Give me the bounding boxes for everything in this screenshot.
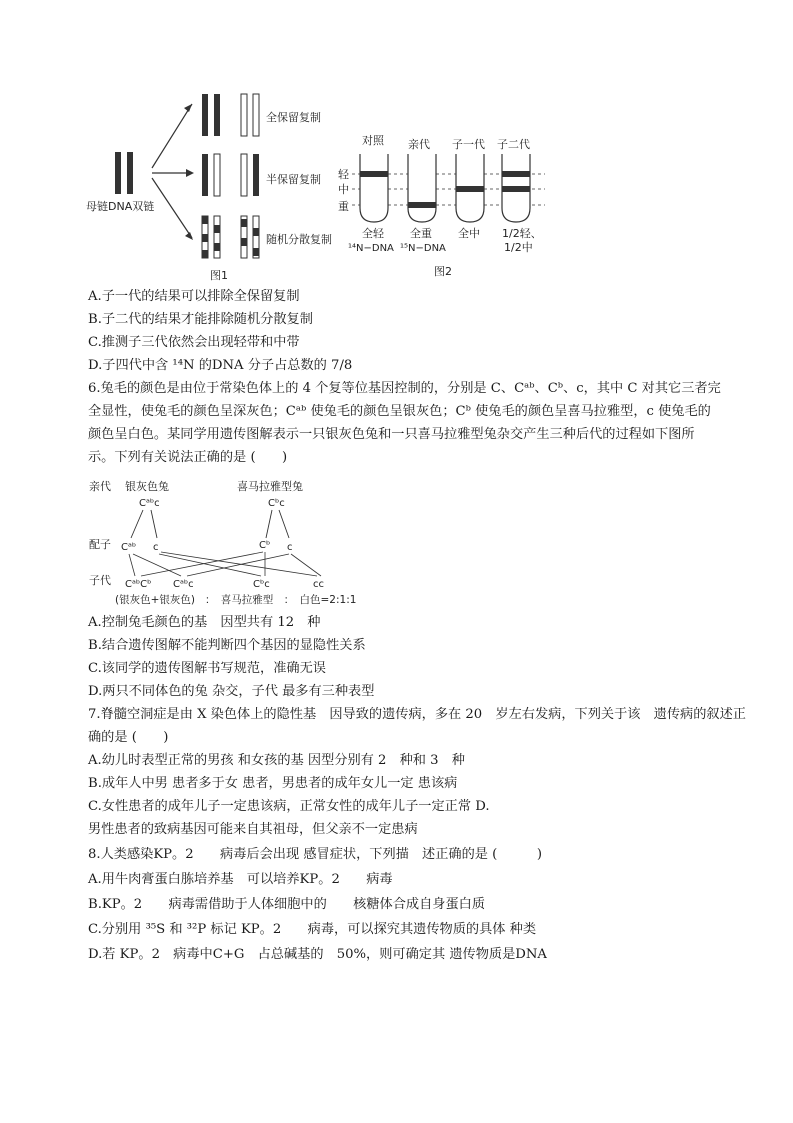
q7-stem-line2: 确的是 ( ) — [88, 730, 169, 745]
fig1-mode1-label: 全保留复制 — [266, 111, 321, 124]
parent1-genotype: Cᵃᵇc — [139, 498, 160, 509]
q5-option-c: C.推测子三代依然会出现轻带和中带 — [88, 335, 300, 350]
q5-option-d: D.子四代中含 ¹⁴N 的DNA 分子占总数的 7/8 — [88, 358, 353, 373]
fig1-mode3-label: 随机分散复制 — [266, 233, 332, 246]
q8-option-a: A.用牛肉膏蛋白胨培养基 可以培养KP。2 病毒 — [88, 872, 393, 887]
fig2-col-parent: 亲代 — [408, 138, 430, 151]
fig2-bottom-control: 全轻 — [362, 227, 384, 240]
figure-2-centrifuge-tubes — [330, 130, 550, 285]
fig2-band-heavy: 重 — [338, 200, 349, 213]
row-parent-label: 亲代 — [89, 480, 111, 493]
tube-parent — [408, 154, 436, 222]
parent-strand-left — [115, 152, 121, 194]
gamete-1: Cᵃᵇ — [121, 542, 137, 553]
fig2-bottom-f2: 1/2轻、 — [502, 227, 542, 240]
fig2-band-middle: 中 — [338, 183, 349, 196]
fig2-bottom2-control: ¹⁴N−DNA — [348, 243, 394, 254]
fig2-col-control: 对照 — [362, 134, 384, 147]
fig1-caption: 图1 — [210, 269, 228, 282]
parent2-genotype: Cᵇc — [268, 498, 285, 509]
figure-1-replication-modes — [80, 88, 350, 288]
child-4: cc — [313, 579, 324, 590]
child-1: CᵃᵇCᵇ — [125, 579, 152, 590]
q7-option-d: 男性患者的致病基因可能来自其祖母，但父亲不一定患病 — [88, 822, 418, 837]
semi-dark-2 — [253, 154, 259, 196]
q6-option-d: D.两只不同体色的兔 杂交，子代 最多有三种表型 — [88, 684, 375, 699]
q6-stem-line4: 示。下列有关说法正确的是 ( ) — [88, 450, 288, 465]
ratio-part-a: (银灰色+银灰色) — [115, 594, 195, 606]
q5-option-a: A.子一代的结果可以排除全保留复制 — [88, 289, 300, 304]
cons-light-2 — [253, 94, 259, 136]
child-3: Cᵇc — [253, 579, 270, 590]
q6-stem-line2: 全显性，使兔毛的颜色呈深灰色；Cᵃᵇ 使兔毛的颜色呈银灰色；Cᵇ 使兔毛的颜色呈喜马拉雅型，c 使兔毛的 — [88, 404, 711, 419]
q8-option-b: B.KP。2 病毒需借助于人体细胞中的 核糖体合成自身蛋白质 — [88, 897, 486, 912]
fig2-bottom2-parent: ¹⁵N−DNA — [400, 243, 446, 254]
semi-light-1 — [214, 154, 220, 196]
q6-stem-line3: 颜色呈白色。某同学用遗传图解表示一只银灰色兔和一只喜马拉雅型兔杂交产生三种后代的过程如下图所 — [88, 427, 695, 442]
q7-stem-line1: 7.脊髓空洞症是由 X 染色体上的隐性基 因导致的遗传病，多在 20 岁左右发病，下列关于该 遗传病的叙述正 — [88, 707, 746, 722]
gamete-3: Cᵇ — [259, 540, 271, 551]
tube-control — [360, 154, 388, 222]
fig1-mode2-label: 半保留复制 — [266, 173, 321, 186]
fig1-parent-label: 母链DNA双链 — [86, 200, 155, 213]
fig2-bottom-f1: 全中 — [458, 227, 480, 240]
fig2-col-f1: 子一代 — [452, 138, 485, 151]
cons-light-1 — [241, 94, 247, 136]
fig2-bottom2-f2: 1/2中 — [504, 241, 533, 254]
row-gamete-label: 配子 — [89, 538, 111, 551]
q5-option-b: B.子二代的结果才能排除随机分散复制 — [88, 312, 313, 327]
band-parent-heavy — [408, 202, 436, 208]
q8-option-c: C.分别用 ³⁵S 和 ³²P 标记 KP。2 病毒，可以探究其遗传物质的具体 种类 — [88, 922, 537, 937]
q6-stem-line1: 6.兔毛的颜色是由位于常染色体上的 4 个复等位基因控制的，分别是 C、Cᵃᵇ、Cᵇ、c，其中 C 对其它三者完 — [88, 381, 721, 396]
band-control-light — [360, 171, 388, 177]
band-f2-middle — [502, 186, 530, 192]
q7-option-c: C.女性患者的成年儿子一定患该病，正常女性的成年儿子一定正常 D. — [88, 799, 490, 814]
q8-stem: 8.人类感染KP。2 病毒后会出现 感冒症状，下列描 述正确的是 ( ) — [88, 847, 542, 862]
q7-option-a: A.幼儿时表型正常的男孩 和女孩的基 因型分别有 2 种和 3 种 — [88, 753, 465, 768]
row-child-label: 子代 — [89, 574, 111, 587]
genetic-cross-diagram — [85, 476, 375, 611]
q8-option-d: D.若 KP。2 病毒中C+G 占总碱基的 50%，则可确定其 遗传物质是DNA — [88, 947, 547, 962]
q6-option-a: A.控制兔毛颜色的基 因型共有 12 种 — [88, 615, 321, 630]
fig2-bottom-parent: 全重 — [410, 227, 432, 240]
q7-option-b: B.成年人中男 患者多于女 患者，男患者的成年女儿一定 患该病 — [88, 776, 458, 791]
semi-dark-1 — [202, 154, 208, 196]
q6-option-b: B.结合遗传图解不能判断四个基因的显隐性关系 — [88, 638, 366, 653]
band-f2-light — [502, 171, 530, 177]
parent2-name: 喜马拉雅型兔 — [237, 480, 303, 493]
q6-option-c: C.该同学的遗传图解书写规范，准确无误 — [88, 661, 326, 676]
ratio-part-b: ： 喜马拉雅型 ： 白色=2:1:1 — [205, 594, 357, 606]
cons-dark-1 — [202, 94, 208, 136]
fig2-caption: 图2 — [434, 265, 452, 278]
child-2: Cᵃᵇc — [173, 579, 194, 590]
dispersive-strands — [202, 216, 259, 258]
band-f1-middle — [456, 186, 484, 192]
fig2-col-f2: 子二代 — [497, 138, 530, 151]
parent1-name: 银灰色兔 — [125, 480, 169, 493]
gamete-4: c — [287, 542, 293, 553]
semi-light-2 — [241, 154, 247, 196]
cons-dark-2 — [214, 94, 220, 136]
gamete-2: c — [153, 542, 159, 553]
parent-strand-right — [127, 152, 133, 194]
fig2-band-light: 轻 — [338, 168, 349, 181]
